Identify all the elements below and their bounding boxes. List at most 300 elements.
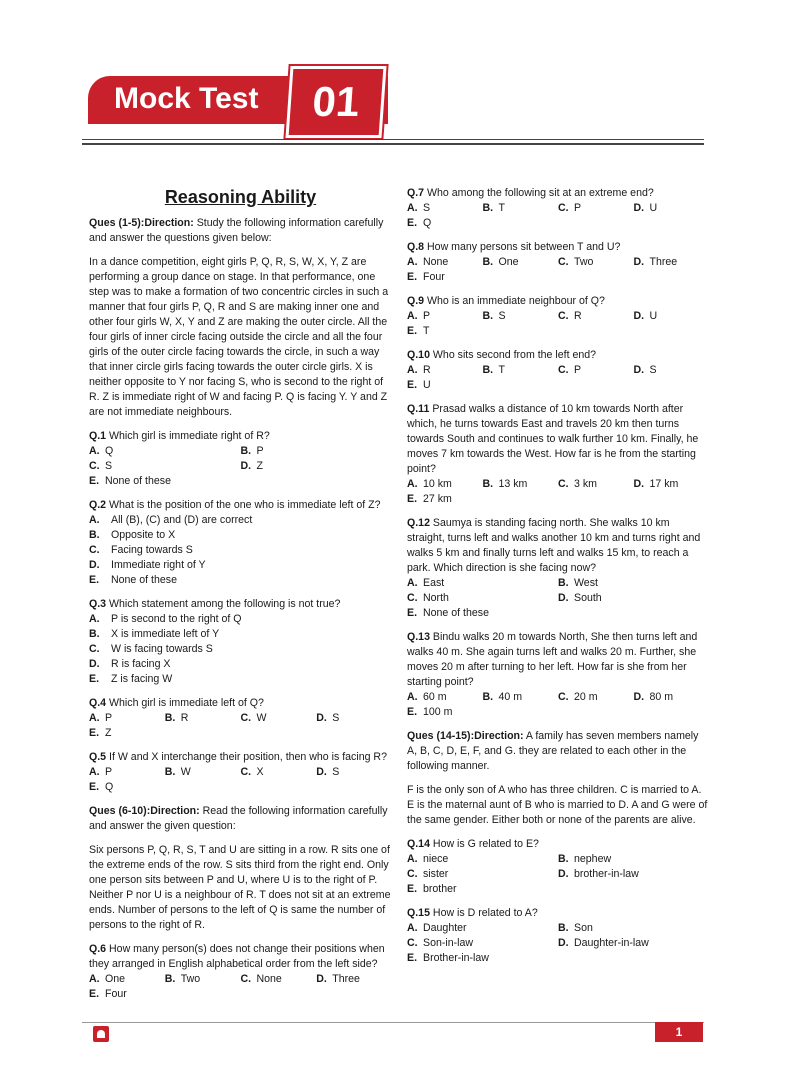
option-c[interactable] <box>407 936 558 951</box>
option-e[interactable] <box>407 882 558 897</box>
option-c[interactable] <box>558 201 634 216</box>
option-b[interactable] <box>89 627 219 642</box>
option-key: B. <box>558 577 569 589</box>
option-e[interactable] <box>407 705 483 720</box>
option-d[interactable] <box>558 867 709 882</box>
option-value: U <box>649 310 658 322</box>
option-row <box>407 309 709 324</box>
option-row <box>407 363 709 378</box>
direction-text <box>89 216 392 246</box>
option-d[interactable] <box>634 477 710 492</box>
options-q15 <box>407 921 709 966</box>
section-title: Reasoning Ability <box>164 187 317 207</box>
options-q3 <box>89 612 392 687</box>
option-key: D. <box>89 559 100 571</box>
option-row <box>407 606 709 621</box>
question-q8 <box>407 240 709 255</box>
option-key: E. <box>407 493 418 505</box>
option-value: West <box>574 577 598 589</box>
option-key: A. <box>407 310 418 322</box>
option-a[interactable] <box>89 612 242 627</box>
option-key: B. <box>482 256 494 268</box>
option-value: Two <box>574 256 594 268</box>
question-number: Q.6 <box>89 943 107 955</box>
option-key: C. <box>558 256 569 268</box>
option-row <box>407 270 709 285</box>
option-value: Q <box>423 217 432 229</box>
option-key: B. <box>482 364 494 376</box>
option-key: D. <box>558 868 569 880</box>
option-value: Two <box>180 973 201 985</box>
option-value: None of these <box>105 475 171 487</box>
options-q2 <box>89 513 392 588</box>
option-value: sister <box>423 868 449 880</box>
option-key: E. <box>407 883 418 895</box>
option-c[interactable] <box>558 255 634 270</box>
option-value: None of these <box>423 607 489 619</box>
option-a[interactable] <box>89 711 165 726</box>
question-text: How many persons sit between T and U? <box>427 241 621 253</box>
option-key: B. <box>482 478 494 490</box>
option-value: X <box>256 766 264 778</box>
option-key: D. <box>316 766 327 778</box>
option-key: A. <box>407 256 418 268</box>
option-value: U <box>423 379 431 391</box>
option-value: P <box>105 766 113 778</box>
option-value: Four <box>105 988 127 1000</box>
option-value: R <box>574 310 582 322</box>
option-c[interactable] <box>407 867 558 882</box>
option-key: D. <box>633 478 645 490</box>
option-value: All (B), (C) and (D) are correct <box>111 514 253 526</box>
option-value: S <box>332 712 340 724</box>
passage-paragraph: F is the only son of A who has three children. C is married to A. E is the maternal aunt of B who is married to D. A and G were of the same gender. Either both or none of the parents are alive. <box>407 784 708 826</box>
option-key: D. <box>633 310 645 322</box>
option-key: A. <box>407 364 418 376</box>
question-q2 <box>89 498 392 513</box>
option-key: D. <box>316 973 327 985</box>
option-key: A. <box>89 613 100 625</box>
option-c[interactable] <box>558 690 634 705</box>
option-value: Facing towards S <box>111 544 193 556</box>
option-value: 60 m <box>423 691 447 703</box>
option-key: B. <box>164 973 176 985</box>
question-number: Q.10 <box>407 349 430 361</box>
option-b[interactable] <box>89 528 175 543</box>
question-q14 <box>407 837 709 852</box>
option-key: E. <box>407 607 418 619</box>
option-e[interactable] <box>407 324 483 339</box>
question-number: Q.2 <box>89 499 107 511</box>
option-a[interactable] <box>89 444 241 459</box>
question-text: How many person(s) does not change their positions when they arranged in English alphabetical order from the left side? <box>89 943 385 970</box>
option-value: Immediate right of Y <box>111 559 206 571</box>
option-b[interactable] <box>165 765 241 780</box>
question-text: Which girl is immediate right of R? <box>109 430 270 442</box>
option-row <box>407 705 709 720</box>
option-key: E. <box>89 673 100 685</box>
option-c[interactable] <box>89 543 193 558</box>
direction-label: Ques (1-5):Direction: <box>89 217 194 229</box>
option-key: D. <box>633 364 645 376</box>
option-e[interactable] <box>407 378 483 393</box>
option-value: Z <box>105 727 112 739</box>
option-value: Z is facing W <box>111 673 173 685</box>
question-text: Bindu walks 20 m towards North, She then turns left and walks 40 m. She again turns left and walks 20 m. Further, she moves 20 m after turning to her left. How far is she from her starting point? <box>407 631 698 688</box>
option-key: B. <box>164 712 176 724</box>
header-divider <box>82 139 704 140</box>
option-a[interactable] <box>407 690 483 705</box>
option-row <box>89 558 392 573</box>
option-key: B. <box>89 529 100 541</box>
question-q13 <box>407 630 709 690</box>
option-value: P <box>423 310 431 322</box>
option-key: C. <box>558 364 569 376</box>
option-a[interactable] <box>407 309 483 324</box>
option-value: Son-in-law <box>423 937 474 949</box>
option-e[interactable] <box>407 492 483 507</box>
option-b[interactable] <box>558 921 709 936</box>
option-value: W is facing towards S <box>111 643 213 655</box>
question-text: How is D related to A? <box>432 907 538 919</box>
option-value: P <box>574 202 582 214</box>
question-text: Who among the following sit at an extreme end? <box>427 187 654 199</box>
option-c[interactable] <box>558 309 634 324</box>
option-row <box>89 459 392 474</box>
option-row <box>89 726 392 741</box>
option-key: A. <box>407 922 418 934</box>
question-q3 <box>89 597 392 612</box>
option-value: R <box>423 364 431 376</box>
question-number: Q.13 <box>407 631 430 643</box>
option-e[interactable] <box>407 270 483 285</box>
option-value: 20 m <box>574 691 598 703</box>
option-row <box>89 627 392 642</box>
option-row <box>407 477 709 492</box>
question-text: Which girl is immediate left of Q? <box>109 697 264 709</box>
option-row <box>89 711 392 726</box>
option-key: B. <box>558 853 569 865</box>
option-value: R <box>180 712 189 724</box>
option-value: 27 km <box>423 493 452 505</box>
options-q7 <box>407 201 709 231</box>
option-key: A. <box>89 445 100 457</box>
option-d[interactable] <box>558 936 709 951</box>
direction-label: Ques (14-15):Direction: <box>407 730 524 742</box>
option-value: None <box>256 973 282 985</box>
option-value: 13 km <box>498 478 528 490</box>
option-value: Q <box>105 781 114 793</box>
question-q9 <box>407 294 709 309</box>
option-e[interactable] <box>89 672 172 687</box>
option-d[interactable] <box>316 972 392 987</box>
option-c[interactable] <box>558 363 634 378</box>
option-key: E. <box>89 574 100 586</box>
option-c[interactable] <box>558 477 634 492</box>
option-b[interactable] <box>558 852 709 867</box>
option-b[interactable] <box>241 444 393 459</box>
question-number: Q.11 <box>407 403 430 415</box>
question-number: Q.8 <box>407 241 425 253</box>
option-key: C. <box>558 478 569 490</box>
option-row <box>407 378 709 393</box>
option-b[interactable] <box>558 576 709 591</box>
passage-paragraph: Six persons P, Q, R, S, T and U are sitting in a row. R sits one of the extreme ends of the row. S sits third from the right end. Only one person sits between P and U, where U is to the right of P. Neither P nor U is a neighbour of R. T does not sit at an extreme ends. Number of persons to the left of Q is same the number of persons to the right of R. <box>89 844 391 931</box>
options-q4 <box>89 711 392 741</box>
option-value: Daughter <box>423 922 467 934</box>
option-row <box>407 921 709 936</box>
option-row <box>89 972 392 987</box>
option-key: B. <box>164 766 176 778</box>
option-value: brother <box>423 883 457 895</box>
option-row <box>407 852 709 867</box>
option-value: X is immediate left of Y <box>111 628 220 640</box>
option-d[interactable] <box>241 459 393 474</box>
option-a[interactable] <box>407 576 558 591</box>
option-row <box>89 642 392 657</box>
option-a[interactable] <box>407 921 558 936</box>
option-key: A. <box>407 691 418 703</box>
option-c[interactable] <box>89 459 241 474</box>
option-d[interactable] <box>634 309 710 324</box>
banner-title: Mock Test <box>114 82 259 115</box>
question-q7 <box>407 186 709 201</box>
option-value: P is second to the right of Q <box>111 613 242 625</box>
option-row <box>407 255 709 270</box>
question-q10 <box>407 348 709 363</box>
right-column <box>407 186 709 975</box>
option-e[interactable] <box>89 573 177 588</box>
option-key: A. <box>407 478 418 490</box>
option-e[interactable] <box>407 606 558 621</box>
option-value: niece <box>423 853 449 865</box>
option-c[interactable] <box>241 972 317 987</box>
option-d[interactable] <box>316 711 392 726</box>
option-key: C. <box>558 202 569 214</box>
option-a[interactable] <box>89 765 165 780</box>
option-value: P <box>105 712 113 724</box>
options-q8 <box>407 255 709 285</box>
question-q11 <box>407 402 709 477</box>
option-b[interactable] <box>165 972 241 987</box>
option-value: W <box>256 712 267 724</box>
option-key: B. <box>89 628 100 640</box>
question-number: Q.1 <box>89 430 107 442</box>
option-key: A. <box>89 712 100 724</box>
option-value: South <box>574 592 602 604</box>
option-key: E. <box>407 271 418 283</box>
option-key: C. <box>240 973 252 985</box>
option-row <box>407 492 709 507</box>
option-d[interactable] <box>316 765 392 780</box>
option-value: Three <box>649 256 678 268</box>
header-divider-thick <box>82 143 704 145</box>
question-text: How is G related to E? <box>432 838 539 850</box>
option-row <box>89 513 392 528</box>
question-text: What is the position of the one who is immediate left of Z? <box>109 499 381 511</box>
option-row <box>89 474 392 489</box>
option-value: brother-in-law <box>574 868 639 880</box>
option-key: A. <box>89 514 100 526</box>
option-c[interactable] <box>241 765 317 780</box>
option-value: Q <box>105 445 114 457</box>
option-e[interactable] <box>407 951 558 966</box>
direction-body: A family has seven members namely A, B, C, D, E, F, and G. they are related to each other in the following manner. <box>407 730 699 772</box>
option-key: E. <box>89 475 100 487</box>
option-d[interactable] <box>634 201 710 216</box>
option-key: E. <box>407 952 418 964</box>
option-value: U <box>649 202 658 214</box>
option-value: 100 m <box>423 706 453 718</box>
option-key: A. <box>89 766 100 778</box>
option-value: East <box>423 577 445 589</box>
option-a[interactable] <box>89 972 165 987</box>
option-row <box>89 987 392 1002</box>
option-value: Brother-in-law <box>423 952 489 964</box>
option-row <box>89 657 392 672</box>
option-row <box>89 672 392 687</box>
direction-label: Ques (6-10):Direction: <box>89 805 200 817</box>
option-key: D. <box>316 712 327 724</box>
option-row <box>407 216 709 231</box>
option-c[interactable] <box>89 642 213 657</box>
option-row <box>407 882 709 897</box>
passage-paragraph: In a dance competition, eight girls P, Q, R, S, W, X, Y, Z are performing a group dance on stage. In that performance, one step was to make a formation of two concentric circles in such a manner that four girls P, Q, R and S are making inner one and other four girls W, X, Y and Z are making the outer circle. All the four girls of inner circle facing outside the circle and all the four girls of the outer circle facing towards the circle, in such a way that inner circle girls facing towards the outer circle girls. X is neither opposite to Y nor facing S, who is second to the right of R. Z is immediate right of W and facing P. Q is facing Y. Y and Z are not immediate neighbours. <box>89 256 389 418</box>
option-d[interactable] <box>634 690 710 705</box>
mock-test-banner <box>88 72 388 130</box>
option-b[interactable] <box>483 690 559 705</box>
option-value: S <box>332 766 340 778</box>
option-key: E. <box>89 727 100 739</box>
option-d[interactable] <box>634 363 710 378</box>
option-value: S <box>423 202 431 214</box>
option-key: C. <box>558 691 569 703</box>
option-row <box>89 573 392 588</box>
option-key: E. <box>407 706 418 718</box>
option-value: 10 km <box>423 478 452 490</box>
option-key: E. <box>89 988 100 1000</box>
option-e[interactable] <box>89 780 165 795</box>
question-q15 <box>407 906 709 921</box>
option-key: D. <box>633 256 645 268</box>
question-number: Q.3 <box>89 598 107 610</box>
option-b[interactable] <box>483 309 559 324</box>
options-q9 <box>407 309 709 339</box>
direction-body: Read the following information carefully and answer the given question: <box>89 805 388 832</box>
option-e[interactable] <box>89 474 241 489</box>
option-e[interactable] <box>407 216 483 231</box>
option-value: Four <box>423 271 445 283</box>
option-key: B. <box>482 202 494 214</box>
option-key: A. <box>407 202 418 214</box>
option-row <box>89 780 392 795</box>
option-a[interactable] <box>407 201 483 216</box>
direction-text <box>407 729 709 774</box>
option-value: North <box>423 592 449 604</box>
option-key: B. <box>482 310 494 322</box>
direction-body: Study the following information carefully and answer the questions given below: <box>89 217 384 244</box>
question-number: Q.7 <box>407 187 425 199</box>
option-value: 17 km <box>649 478 679 490</box>
question-number: Q.15 <box>407 907 430 919</box>
option-key: B. <box>240 445 252 457</box>
option-key: C. <box>407 592 418 604</box>
option-key: C. <box>407 868 418 880</box>
option-value: None of these <box>111 574 177 586</box>
left-column <box>89 186 392 1011</box>
option-row <box>407 936 709 951</box>
option-key: B. <box>482 691 494 703</box>
option-row <box>407 867 709 882</box>
question-text: Which statement among the following is not true? <box>109 598 341 610</box>
option-row <box>89 765 392 780</box>
option-b[interactable] <box>483 477 559 492</box>
option-a[interactable] <box>407 477 483 492</box>
option-d[interactable] <box>89 558 206 573</box>
option-key: C. <box>558 310 569 322</box>
option-d[interactable] <box>558 591 709 606</box>
option-d[interactable] <box>89 657 170 672</box>
option-value: 3 km <box>574 478 597 490</box>
option-value: 40 m <box>498 691 523 703</box>
option-key: C. <box>407 937 418 949</box>
option-a[interactable] <box>407 852 558 867</box>
option-key: E. <box>407 217 418 229</box>
option-value: P <box>574 364 582 376</box>
option-row <box>89 444 392 459</box>
option-value: One <box>105 973 126 985</box>
option-b[interactable] <box>165 711 241 726</box>
option-value: Three <box>332 973 360 985</box>
options-q5 <box>89 765 392 795</box>
question-text: Saumya is standing facing north. She walks 10 km straight, turns left and walks another 10 km and turns right and walks 5 km and finally turns left and walks 15 km, to reach a park. Which direction is she facing now? <box>407 517 701 574</box>
option-key: D. <box>558 937 569 949</box>
option-key: C. <box>240 766 252 778</box>
option-key: D. <box>633 202 645 214</box>
option-value: S <box>498 310 506 322</box>
option-row <box>89 612 392 627</box>
direction-text <box>89 804 392 834</box>
option-d[interactable] <box>634 255 710 270</box>
option-e[interactable] <box>89 987 165 1002</box>
page-number: 1 <box>655 1022 703 1042</box>
option-a[interactable] <box>89 513 252 528</box>
option-value: None <box>423 256 449 268</box>
question-q4 <box>89 696 392 711</box>
option-c[interactable] <box>407 591 558 606</box>
question-number: Q.14 <box>407 838 430 850</box>
option-e[interactable] <box>89 726 165 741</box>
option-value: One <box>498 256 519 268</box>
option-a[interactable] <box>407 255 483 270</box>
option-key: A. <box>407 577 418 589</box>
option-b[interactable] <box>483 255 559 270</box>
option-key: D. <box>89 658 100 670</box>
question-text: Who sits second from the left end? <box>432 349 597 361</box>
question-number: Q.12 <box>407 517 430 529</box>
option-value: W <box>180 766 191 778</box>
option-row <box>407 690 709 705</box>
option-value: nephew <box>574 853 612 865</box>
option-key: A. <box>89 973 100 985</box>
option-b[interactable] <box>483 201 559 216</box>
question-q5 <box>89 750 392 765</box>
option-b[interactable] <box>483 363 559 378</box>
option-value: T <box>423 325 430 337</box>
option-c[interactable] <box>241 711 317 726</box>
option-a[interactable] <box>407 363 483 378</box>
options-q10 <box>407 363 709 393</box>
